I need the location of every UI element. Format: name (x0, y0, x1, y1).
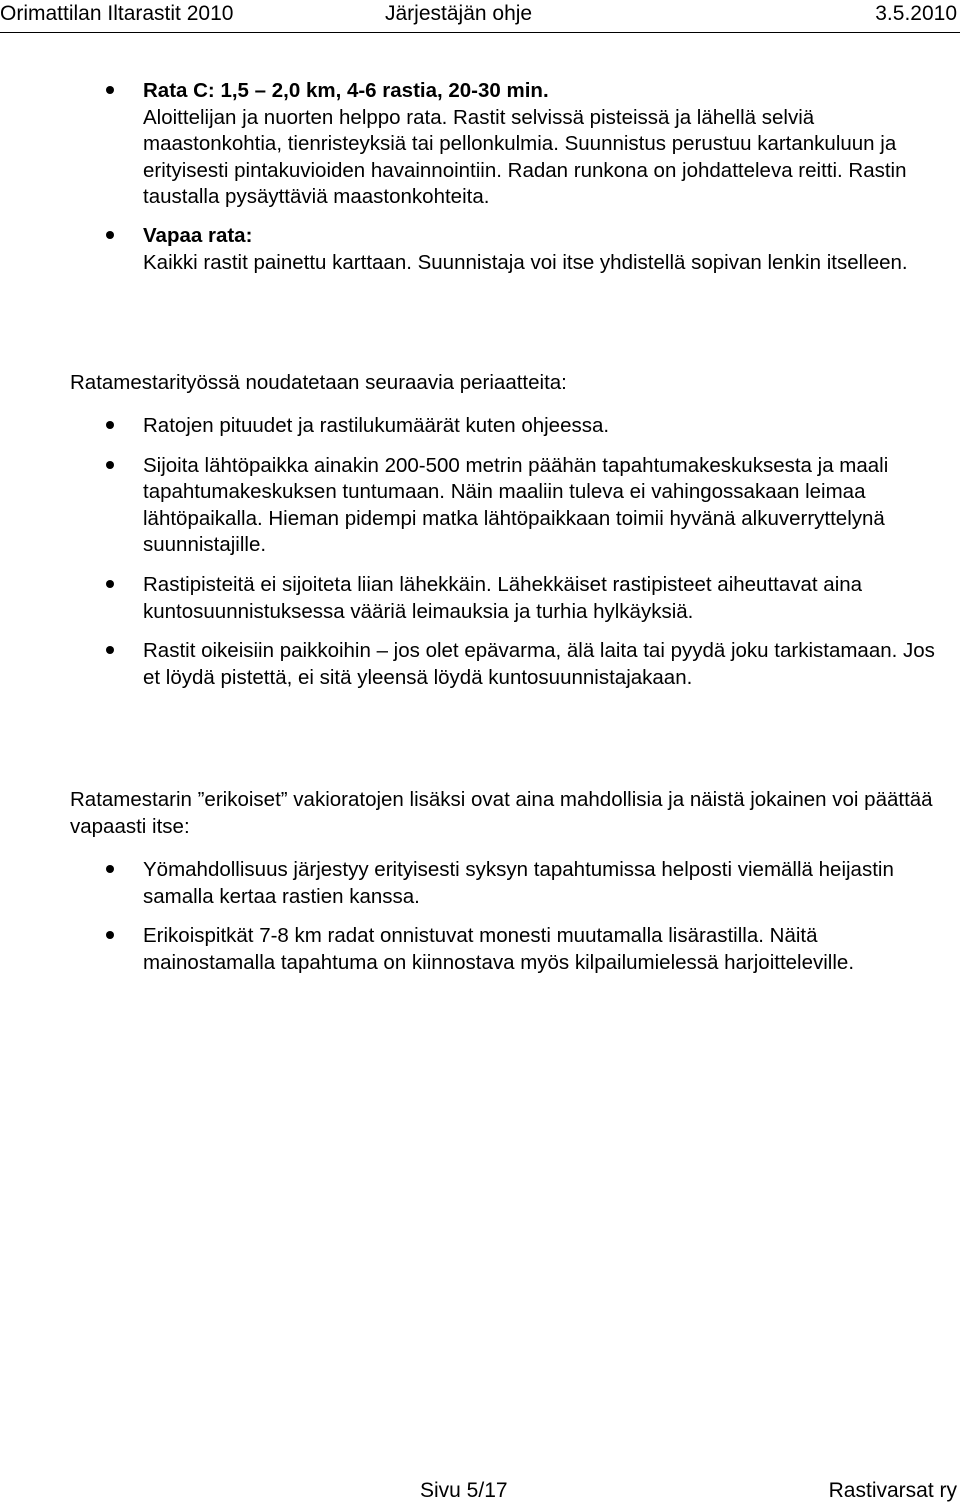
course-free-description: Kaikki rastit painettu karttaan. Suunnistaja voi itse yhdistellä sopivan lenkin itselleen. (143, 250, 908, 274)
page-number: Sivu 5/17 (420, 1479, 508, 1502)
principle-item: Ratojen pituudet ja rastilukumäärät kuten ohjeessa. (70, 413, 954, 440)
course-free-title: Vapaa rata: (143, 223, 253, 247)
header-date: 3.5.2010 (875, 2, 957, 25)
principle-item: Rastipisteitä ei sijoiteta liian lähekkäin. Lähekkäiset rastipisteet aiheuttavat aina kuntosuunnistuksessa vääriä leimauksia ja turhia hylkäyksiä. (70, 572, 954, 625)
course-item-c (70, 78, 954, 211)
footer-org: Rastivarsat ry (828, 1479, 957, 1502)
course-section (70, 78, 954, 276)
course-c-description: Aloittelijan ja nuorten helppo rata. Rastit selvissä pisteissä ja lähellä selviä maastonkohtia, tienristeyksiä tai pellonkulmia. Suunnistus perustuu kartankuluun ja erityisesti pintakuvioiden havainnointiin. Radan runkona on johdatteleva reitti. Rastin taustalla pysäyttäviä maastonkohteita. (143, 105, 907, 209)
page-header (0, 0, 960, 32)
special-intro: Ratamestarin ”erikoiset” vakioratojen lisäksi ovat aina mahdollisia ja näistä jokainen voi päättää vapaasti itse: (70, 788, 933, 838)
special-list-wrap (70, 857, 954, 976)
principles-list-wrap (70, 413, 954, 691)
header-subtitle: Järjestäjän ohje (385, 2, 533, 25)
header-divider (0, 32, 960, 33)
header-title: Orimattilan Iltarastit 2010 (0, 2, 234, 25)
course-item-free (70, 223, 954, 276)
special-item: Erikoispitkät 7-8 km radat onnistuvat monesti muutamalla lisärastilla. Näitä mainostamalla tapahtuma on kiinnostava myös kilpailumielessä harjoitteleville. (70, 923, 954, 976)
course-c-title: Rata C: 1,5 – 2,0 km, 4-6 rastia, 20-30 min. (143, 79, 549, 102)
special-section (70, 787, 954, 840)
principles-intro: Ratamestarityössä noudatetaan seuraavia periaatteita: (70, 371, 567, 394)
principles-section (70, 370, 954, 397)
principle-item: Sijoita lähtöpaikka ainakin 200-500 metrin päähän tapahtumakeskuksesta ja maali tapahtumakeskuksen tuntumaan. Näin maaliin tuleva ei vahingossakaan leimaa lähtöpaikalla. Hieman pidempi matka lähtöpaikkaan toimii hyvänä alkuverryttelynä suunnistajille. (70, 453, 954, 559)
special-list (70, 857, 954, 976)
principle-item: Rastit oikeisiin paikkoihin – jos olet epävarma, älä laita tai pyydä joku tarkistamaan. Jos et löydä pistettä, ei sitä yleensä löydä kuntosuunnistajakaan. (70, 638, 954, 691)
special-item: Yömahdollisuus järjestyy erityisesti syksyn tapahtumissa helposti viemällä heijastin samalla kertaa rastien kanssa. (70, 857, 954, 910)
course-list (70, 78, 954, 276)
principles-list (70, 413, 954, 691)
